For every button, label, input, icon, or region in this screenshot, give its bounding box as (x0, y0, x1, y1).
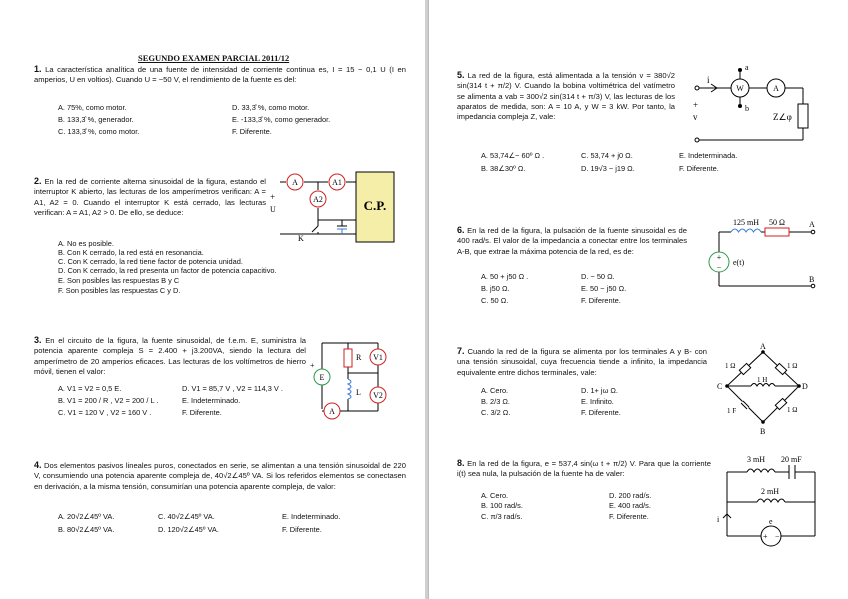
circuit-figure-q5 (683, 58, 823, 148)
question-6 (457, 225, 687, 257)
option: F. Diferente. (232, 127, 272, 136)
terminal-label: a (745, 63, 749, 72)
plus-sign: + (693, 100, 699, 110)
circuit-figure-q2 (262, 168, 398, 248)
inductor-label: 3 mH (747, 455, 765, 464)
option: A. Cero. (481, 386, 509, 395)
circuit-figure-q7 (713, 340, 813, 436)
option: F. Diferente. (609, 512, 649, 521)
option: C. V1 = 120 V , V2 = 160 V . (58, 408, 152, 417)
question-number: 2. (34, 176, 42, 186)
option: D. 19√3 − j19 Ω. (581, 164, 635, 173)
inductor-label: 125 mH (733, 218, 759, 227)
resistor-label: R (356, 353, 362, 362)
option: F. Diferente. (581, 408, 621, 417)
option: E. Infinito. (581, 397, 614, 406)
meter-label: V1 (373, 353, 383, 362)
option: D. − 50 Ω. (581, 272, 615, 281)
option: B. 38∠30º Ω. (481, 164, 526, 173)
load-label: C.P. (363, 198, 387, 213)
option: C. 50 Ω. (481, 296, 509, 305)
question-number: 8. (457, 458, 465, 468)
question-1 (34, 64, 406, 86)
capacitor-label: 1 F (727, 407, 737, 415)
question-text: En el circuito de la figura, la fuente sinusoidal, de f.e.m. E, suministra la potencia aparente compleja S = 2.400 + j3.200VA, siendo la lectura del amperímetro de 20 amperios eficaces. Las lecturas de los voltímetros de hierro móvil, tienen el valor: (34, 336, 306, 376)
question-3 (34, 335, 306, 377)
question-text: Dos elementos pasivos lineales puros, conectados en serie, se alimentan a una tensión sinusoidal de 220 V, consumiendo una potencia aparente compleja de, 40√2∠45º VA. Si los referidos elementos se conectasen en derivación, a la misma tensión, consumirían una potencia aparente compleja, de valor: (34, 461, 406, 491)
option: A. 50 + j50 Ω . (481, 272, 529, 281)
resistor-label: 1 Ω (725, 362, 736, 370)
meter-label: A1 (332, 178, 342, 187)
impedance-icon (798, 104, 808, 128)
option: C. 40√2∠45º VA. (158, 512, 215, 521)
option: F. Diferente. (282, 525, 322, 534)
meter-label: A2 (313, 195, 323, 204)
question-number: 1. (34, 64, 42, 74)
option: A. 53,74∠− 60º Ω . (481, 151, 545, 160)
meter-label: A (773, 84, 779, 93)
plus-sign: + (270, 192, 276, 202)
question-8 (457, 458, 711, 480)
inductor-label: 2 mH (761, 487, 779, 496)
option: C. 133,3̂ %, como motor. (58, 127, 140, 136)
option: B. 100 rad/s. (481, 501, 523, 510)
option: F. Diferente. (182, 408, 222, 417)
option: B. 133,3̂ %, generador. (58, 115, 134, 124)
option: D. 1+ jω Ω. (581, 386, 618, 395)
capacitor-label: 20 mF (781, 455, 802, 464)
terminal-label: B (809, 275, 815, 284)
resistor-label: 1 Ω (787, 362, 798, 370)
option: A. V1 = V2 = 0,5 E. (58, 384, 122, 393)
switch-label: K (298, 234, 304, 243)
inductor-label: 1 H (757, 376, 768, 384)
option: E. 50 − j50 Ω. (581, 284, 627, 293)
node-label: C (717, 382, 723, 391)
svg-text:−: − (775, 532, 780, 541)
impedance-label: Z∠φ (773, 112, 792, 122)
option: E. -133,3̂ %, como generador. (232, 115, 331, 124)
option: D. Con K cerrado, la red presenta un factor de potencia capacitivo. (58, 266, 277, 275)
option: C. 53,74 + j0 Ω. (581, 151, 633, 160)
option: D. 33,3̂ %, como motor. (232, 103, 310, 112)
question-4 (34, 460, 406, 492)
meter-label: A (329, 407, 335, 416)
option: A. 20√2∠45º VA. (58, 512, 115, 521)
question-text: En la red de la figura, la pulsación de la fuente sinusoidal es de 400 rad/s. El valor de la impedancia a conectar entre los terminales A-B, que extrae la máxima potencia de la red, es de: (457, 226, 687, 256)
question-text: Cuando la red de la figura se alimenta por los terminales A y B- con una tensión sinusoidal, cuya frecuencia tiende a infinito, la impedancia equivalente entre dichos terminales, vale: (457, 347, 707, 377)
svg-text:+: + (763, 532, 768, 541)
option: F. Diferente. (679, 164, 719, 173)
source-label: e(t) (733, 258, 745, 267)
node-label: A (760, 342, 766, 351)
exam-page-right (428, 0, 848, 599)
question-text: La característica analítica de una fuente de intensidad de corriente continua es, I = 15 − 0,1 U (I en amperios, U en voltios). Cuando U = −50 V, el rendimiento de la fuente es del: (34, 65, 406, 85)
minus-sign: − (716, 263, 722, 272)
circuit-figure-q3 (308, 333, 390, 423)
option: A. No es posible. (58, 239, 114, 248)
plus-sign: + (310, 361, 315, 370)
question-number: 3. (34, 335, 42, 345)
question-number: 7. (457, 346, 465, 356)
option: D. V1 = 85,7 V , V2 = 114,3 V . (182, 384, 283, 393)
resistor-label: 1 Ω (787, 406, 798, 414)
option: E. Indeterminada. (679, 151, 738, 160)
option: B. 80√2∠45º VA. (58, 525, 115, 534)
option: C. π/3 rad/s. (481, 512, 523, 521)
node-label: B (760, 427, 766, 436)
question-7 (457, 346, 707, 378)
source-label: U (270, 205, 276, 214)
current-label: i (717, 515, 720, 524)
meter-label: W (736, 84, 744, 93)
inductor-label: L (356, 388, 361, 397)
question-number: 4. (34, 460, 42, 470)
option: E. Indeterminado. (282, 512, 341, 521)
circuit-figure-q8 (717, 452, 827, 548)
option: B. 2/3 Ω. (481, 397, 510, 406)
question-text: En la red de corriente alterna sinusoidal de la figura, estando el interruptor K abierto, las lecturas de los amperímetros verifican: A = A1, A2 = 0. Cuando el interruptor K está cerrado, las lecturas verifican: A = A1, A2 > 0. De ello, se deduce: (34, 177, 266, 217)
meter-label: V2 (373, 391, 383, 400)
option: D. 120√2∠45º VA. (158, 525, 219, 534)
exam-title: SEGUNDO EXAMEN PARCIAL 2011/12 (138, 53, 290, 63)
terminal-label: A (809, 220, 815, 229)
question-2 (34, 176, 266, 218)
source-label: E (319, 373, 325, 382)
question-number: 6. (457, 225, 465, 235)
source-label: e (769, 517, 773, 526)
resistor-label: 50 Ω (769, 218, 785, 227)
resistor-icon (344, 349, 352, 367)
option: B. Con K cerrado, la red está en resonancia. (58, 248, 204, 257)
option: A. 75%, como motor. (58, 103, 127, 112)
option: F. Son posibles las respuestas C y D. (58, 286, 181, 295)
question-text: En la red de la figura, e = 537,4 sin(ω t + π/2) V. Para que la corriente i(t) sea nula, la pulsación de la fuente ha de valer: (457, 459, 711, 479)
option: D. 200 rad/s. (609, 491, 652, 500)
question-5 (457, 70, 675, 122)
node-label: D (802, 382, 808, 391)
option: E. 400 rad/s. (609, 501, 651, 510)
option: A. Cero. (481, 491, 509, 500)
plus-sign: + (716, 253, 722, 262)
option: C. Con K cerrado, la red tiene factor de potencia unidad. (58, 257, 243, 266)
option: E. Indeterminado. (182, 396, 241, 405)
option: B. V1 = 200 / R , V2 = 200 / L . (58, 396, 159, 405)
current-label: i (707, 75, 710, 85)
option: E. Son posibles las respuestas B y C (58, 276, 180, 285)
voltage-label: v (693, 112, 698, 122)
resistor-icon (765, 228, 789, 236)
question-number: 5. (457, 70, 465, 80)
circuit-figure-q6 (705, 212, 825, 294)
meter-label: A (292, 178, 298, 187)
option: C. 3/2 Ω. (481, 408, 511, 417)
option: F. Diferente. (581, 296, 621, 305)
question-text: La red de la figura, está alimentada a la tensión v = 380√2 sin(314 t + π/2) V. Cuando la bobina voltimétrica del vatímetro se alimenta a vab = 300√2 sin(314 t + π/3) V, las lecturas de los aparatos de medida, son: A = 10 A, y W = 3 kW. Por tanto, la impedancia compleja Z, vale: (457, 71, 675, 122)
option: B. j50 Ω. (481, 284, 510, 293)
terminal-label: b (745, 104, 749, 113)
